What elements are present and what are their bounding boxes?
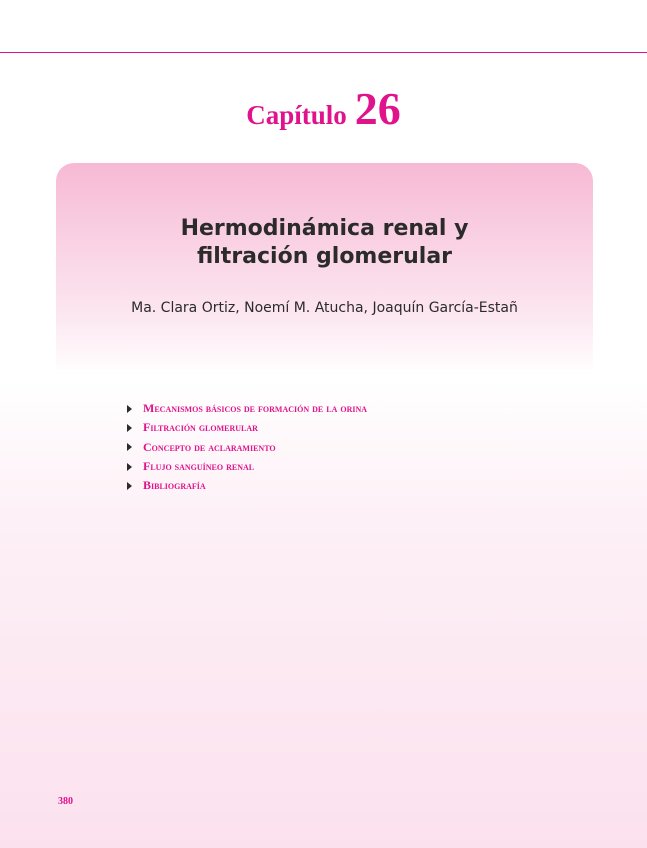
triangle-bullet-icon: [127, 482, 132, 490]
triangle-bullet-icon: [127, 463, 132, 471]
title-panel: [56, 163, 593, 375]
page-number: 380: [58, 796, 73, 807]
chapter-heading: [0, 82, 647, 135]
toc-item-filtracion[interactable]: [127, 418, 367, 437]
triangle-bullet-icon: [127, 424, 132, 432]
chapter-label: Capítulo: [246, 100, 347, 130]
chapter-title: [56, 215, 593, 271]
toc-item-aclaramiento[interactable]: [127, 438, 367, 457]
triangle-bullet-icon: [127, 405, 132, 413]
toc-item-label: Filtración glomerular: [143, 420, 258, 435]
header-rule: [0, 52, 647, 53]
toc-item-label: Bibliografía: [143, 478, 206, 493]
toc-item-bibliografia[interactable]: [127, 476, 367, 495]
toc-item-label: Concepto de aclaramiento: [143, 439, 276, 454]
toc-item-label: Mecanismos básicos de formación de la orina: [143, 401, 368, 416]
chapter-title-line-1: Hermodinámica renal y: [180, 216, 469, 241]
chapter-number: 26: [354, 83, 401, 134]
toc-item-label: Flujo sanguíneo renal: [143, 459, 255, 474]
authors: Ma. Clara Ortiz, Noemí M. Atucha, Joaquín García-Estañ: [131, 300, 518, 316]
toc-item-flujo[interactable]: [127, 457, 367, 476]
triangle-bullet-icon: [127, 443, 132, 451]
chapter-contents-list: [127, 399, 367, 495]
chapter-title-line-2: filtración glomerular: [196, 244, 453, 269]
toc-item-mecanismos[interactable]: [127, 399, 367, 418]
